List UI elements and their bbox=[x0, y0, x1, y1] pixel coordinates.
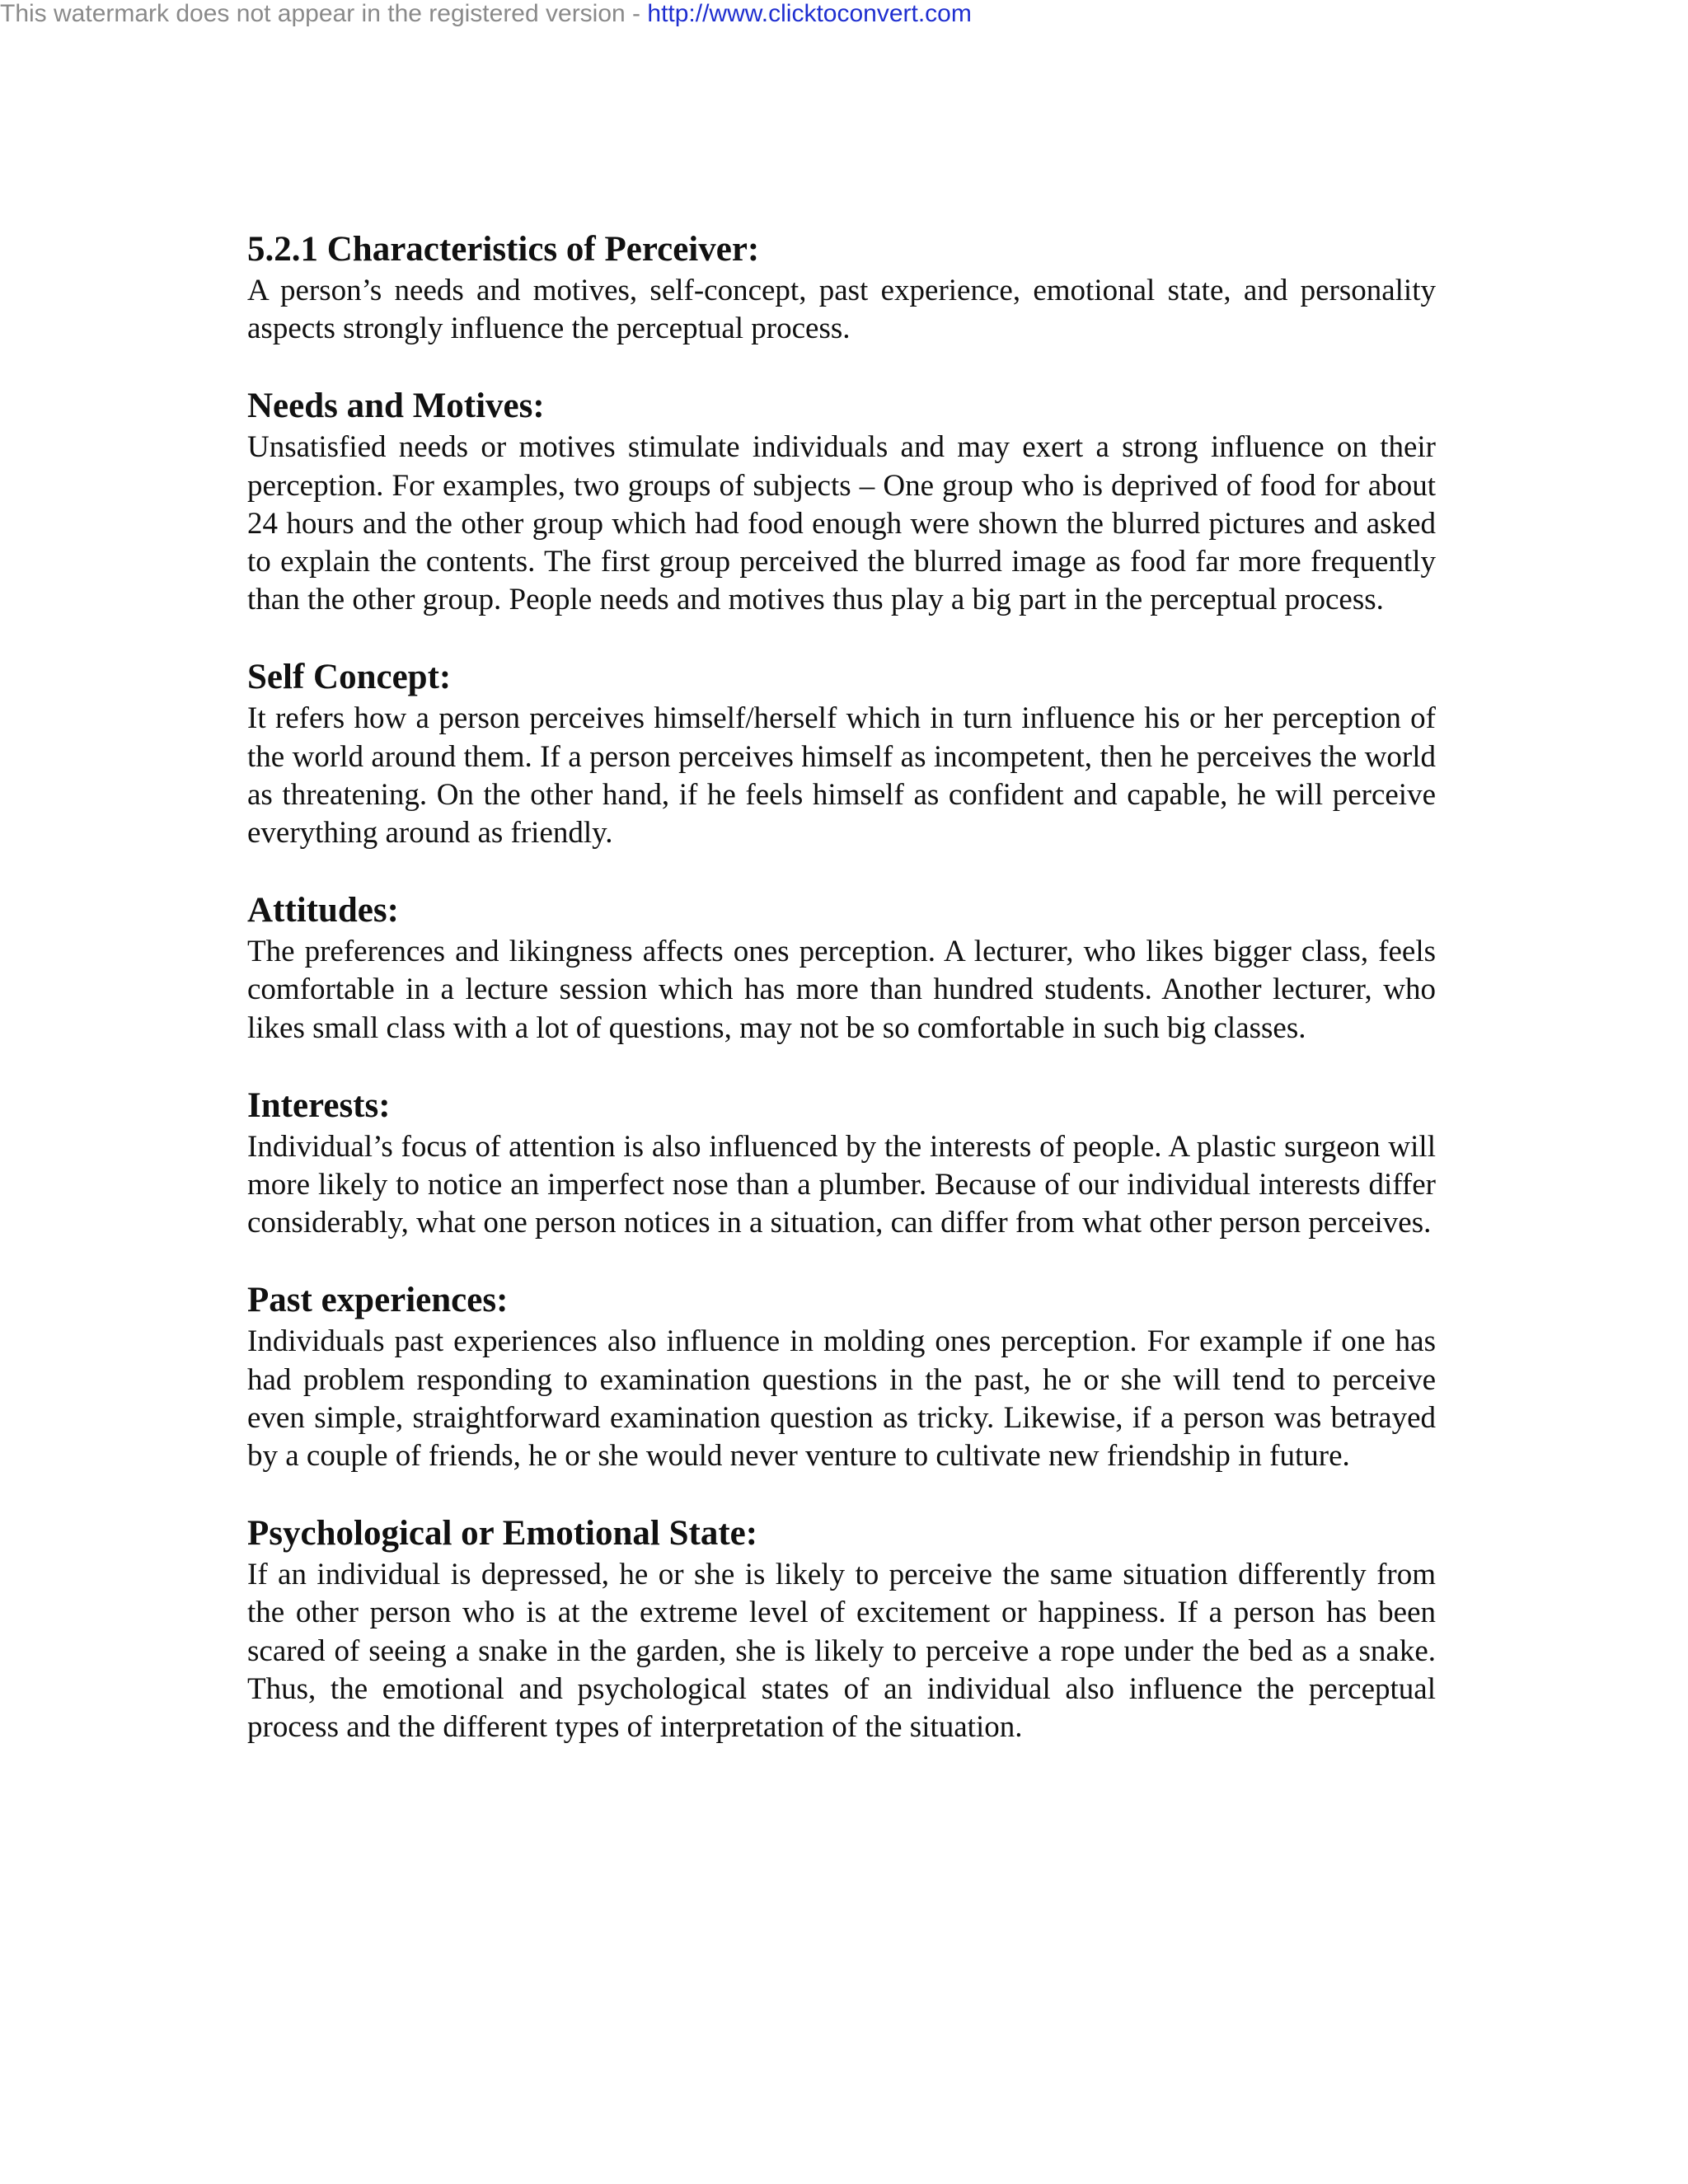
section-paragraph: If an individual is depressed, he or she is likely to perceive the same situation differently from the other person who is at the extreme level of excitement or happiness. If a person has been scared of seeing a snake in the garden, she is likely to perceive a rope under the bed as a snake. Thus, the emotional and psychological states of an individual also influence the perceptual process and the different types of interpretation of the situation. bbox=[247, 1558, 1436, 1745]
section-paragraph: A person’s needs and motives, self-concept, past experience, emotional state, and personality aspects strongly influence the perceptual process. bbox=[247, 274, 1436, 346]
section-heading: Interests: bbox=[247, 1085, 391, 1125]
document-body bbox=[247, 227, 1436, 1783]
section-needs-and-motives bbox=[247, 384, 1436, 619]
section-paragraph: Unsatisfied needs or motives stimulate individuals and may exert a strong influence on their perception. For examples, two groups of subjects – One group who is deprived of food for about 24 hours and the other group which had food enough were shown the blurred pictures and asked to explain the contents. The first group perceived the blurred image as food far more frequently than the other group. People needs and motives thus play a big part in the perceptual process. bbox=[247, 430, 1436, 617]
section-paragraph: It refers how a person perceives himself/herself which in turn influence his or her perception of the world around them. If a person perceives himself as incompetent, then he perceives the world as threatening. On the other hand, if he feels himself as confident and capable, he will perceive everything around as friendly. bbox=[247, 701, 1436, 851]
section-attitudes bbox=[247, 888, 1436, 1047]
section-paragraph: Individual’s focus of attention is also influenced by the interests of people. A plastic surgeon will more likely to notice an imperfect nose than a plumber. Because of our individual interests differ considerably, what one person notices in a situation, can differ from what other person perceives. bbox=[247, 1129, 1436, 1240]
section-heading: 5.2.1 Characteristics of Perceiver: bbox=[247, 230, 760, 269]
section-psychological-or-emotional-state bbox=[247, 1511, 1436, 1746]
section-heading: Past experiences: bbox=[247, 1281, 509, 1320]
section-characteristics-of-perceiver bbox=[247, 227, 1436, 348]
watermark-text: This watermark does not appear in the registered version - bbox=[0, 0, 648, 27]
watermark-link[interactable]: http://www.clicktoconvert.com bbox=[647, 0, 972, 27]
section-paragraph: The preferences and likingness affects ones perception. A lecturer, who likes bigger class, feels comfortable in a lecture session which has more than hundred students. Another lecturer, who likes small class with a lot of questions, may not be so comfortable in such big classes. bbox=[247, 935, 1436, 1045]
section-heading: Psychological or Emotional State: bbox=[247, 1514, 758, 1554]
section-interests bbox=[247, 1084, 1436, 1243]
watermark-banner bbox=[0, 0, 972, 28]
section-heading: Attitudes: bbox=[247, 891, 399, 930]
section-past-experiences bbox=[247, 1278, 1436, 1475]
section-self-concept bbox=[247, 655, 1436, 852]
section-heading: Self Concept: bbox=[247, 658, 452, 697]
section-heading: Needs and Motives: bbox=[247, 387, 545, 426]
section-paragraph: Individuals past experiences also influence in molding ones perception. For example if one has had problem responding to examination questions in the past, he or she will tend to perceive even simple, straightforward examination question as tricky. Likewise, if a person was betrayed by a couple of friends, he or she would never venture to cultivate new friendship in future. bbox=[247, 1324, 1436, 1474]
